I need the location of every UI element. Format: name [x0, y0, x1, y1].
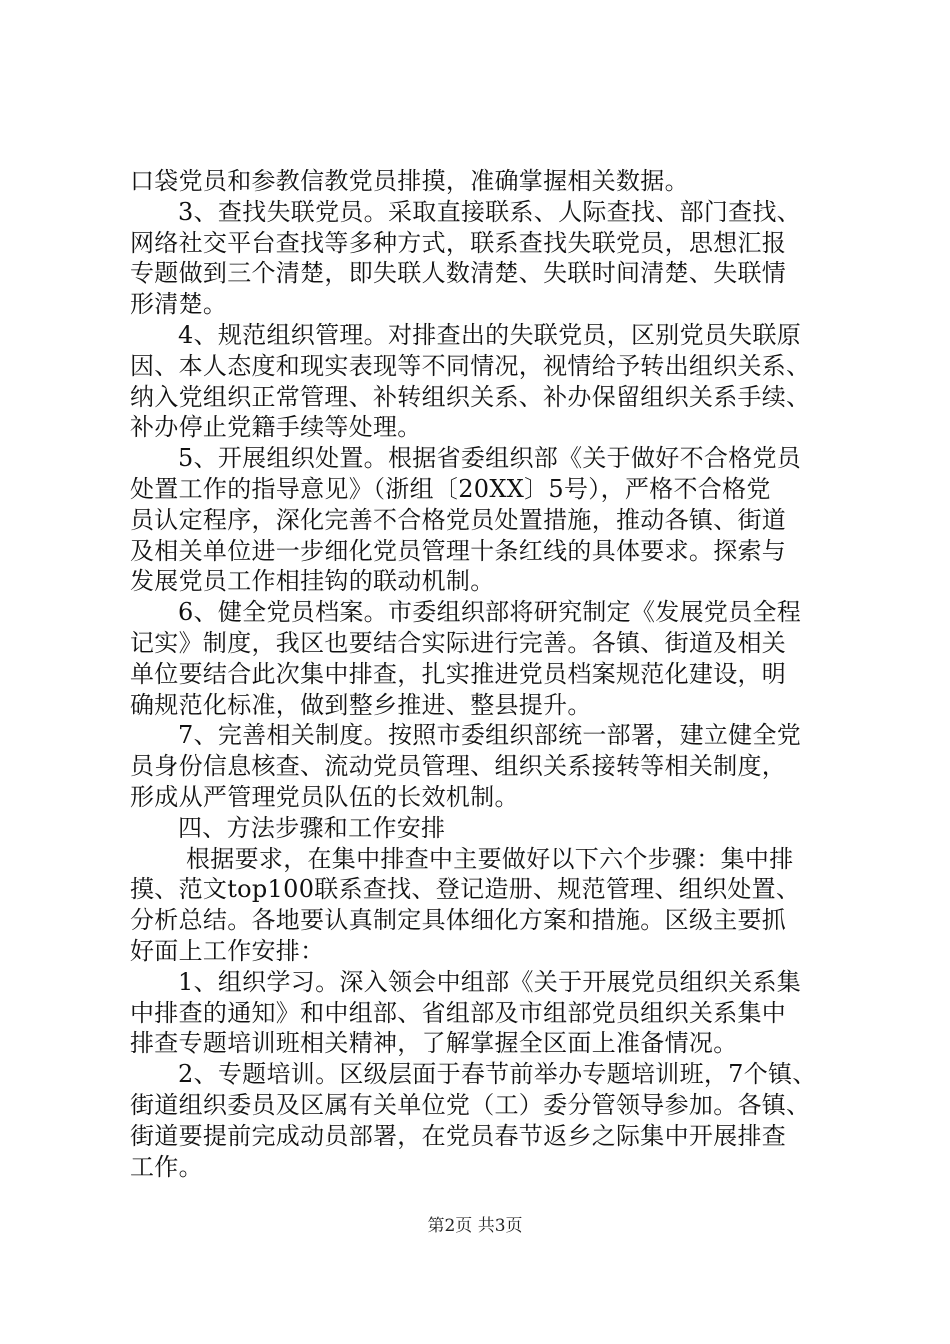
text-line: 3、查找失联党员。采取直接联系、人际查找、部门查找、: [178, 197, 802, 226]
section-heading: 四、方法步骤和工作安排: [178, 813, 446, 842]
text-line: 6、健全党员档案。市委组织部将研究制定《发展党员全程: [178, 598, 802, 627]
text-line: 纳入党组织正常管理、补转组织关系、补办保留组织关系手续、: [130, 382, 811, 411]
text-line: 发展党员工作相挂钩的联动机制。: [130, 567, 495, 596]
text-line: 因、本人态度和现实表现等不同情况，视情给予转出组织关系、: [130, 351, 811, 380]
text-line: 形清楚。: [130, 290, 228, 319]
text-line: 记实》制度，我区也要结合实际进行完善。各镇、街道及相关: [130, 628, 787, 657]
text-line: 中排查的通知》和中组部、省组部及市组部党员组织关系集中: [130, 998, 787, 1027]
text-line: 根据要求，在集中排查中主要做好以下六个步骤：集中排: [186, 844, 794, 873]
text-line: 分析总结。各地要认真制定具体细化方案和措施。区级主要抓: [130, 906, 787, 935]
text-line: 专题做到三个清楚，即失联人数清楚、失联时间清楚、失联情: [130, 259, 787, 288]
text-line: 5、开展组织处置。根据省委组织部《关于做好不合格党员: [178, 444, 802, 473]
text-line: 摸、范文top100联系查找、登记造册、规范管理、组织处置、: [130, 875, 801, 904]
text-line: 口袋党员和参教信教党员排摸，准确掌握相关数据。: [130, 167, 689, 195]
page-footer: 第2页 共3页: [427, 1216, 523, 1236]
text-line: 工作。: [130, 1152, 203, 1181]
text-line: 网络社交平台查找等多种方式，联系查找失联党员，思想汇报: [130, 228, 787, 257]
text-line: 1、组织学习。深入领会中组部《关于开展党员组织关系集: [178, 967, 802, 996]
text-line: 2、专题培训。区级层面于春节前举办专题培训班，7个镇、: [178, 1060, 817, 1089]
text-line: 确规范化标准，做到整乡推进、整县提升。: [130, 690, 592, 719]
text-line: 及相关单位进一步细化党员管理十条红线的具体要求。探索与: [130, 536, 787, 565]
text-line: 单位要结合此次集中排查，扎实推进党员档案规范化建设，明: [130, 659, 787, 688]
text-line: 好面上工作安排：: [130, 936, 325, 965]
text-line: 员认定程序，深化完善不合格党员处置措施，推动各镇、街道: [130, 505, 787, 534]
text-line: 员身份信息核查、流动党员管理、组织关系接转等相关制度，: [130, 752, 787, 781]
text-line: 7、完善相关制度。按照市委组织部统一部署，建立健全党: [178, 721, 802, 750]
text-line: 排查专题培训班相关精神，了解掌握全区面上准备情况。: [130, 1029, 738, 1058]
text-line: 形成从严管理党员队伍的长效机制。: [130, 782, 519, 811]
text-line: 4、规范组织管理。对排查出的失联党员，区别党员失联原: [178, 320, 802, 349]
text-line: 街道要提前完成动员部署，在党员春节返乡之际集中开展排查: [130, 1121, 787, 1150]
text-line: 街道组织委员及区属有关单位党（工）委分管领导参加。各镇、: [130, 1090, 811, 1119]
document-body: [130, 166, 830, 1182]
text-line: 处置工作的指导意见》（浙组〔20XX〕5号），严格不合格党: [130, 474, 771, 503]
text-line: 补办停止党籍手续等处理。: [130, 413, 422, 442]
